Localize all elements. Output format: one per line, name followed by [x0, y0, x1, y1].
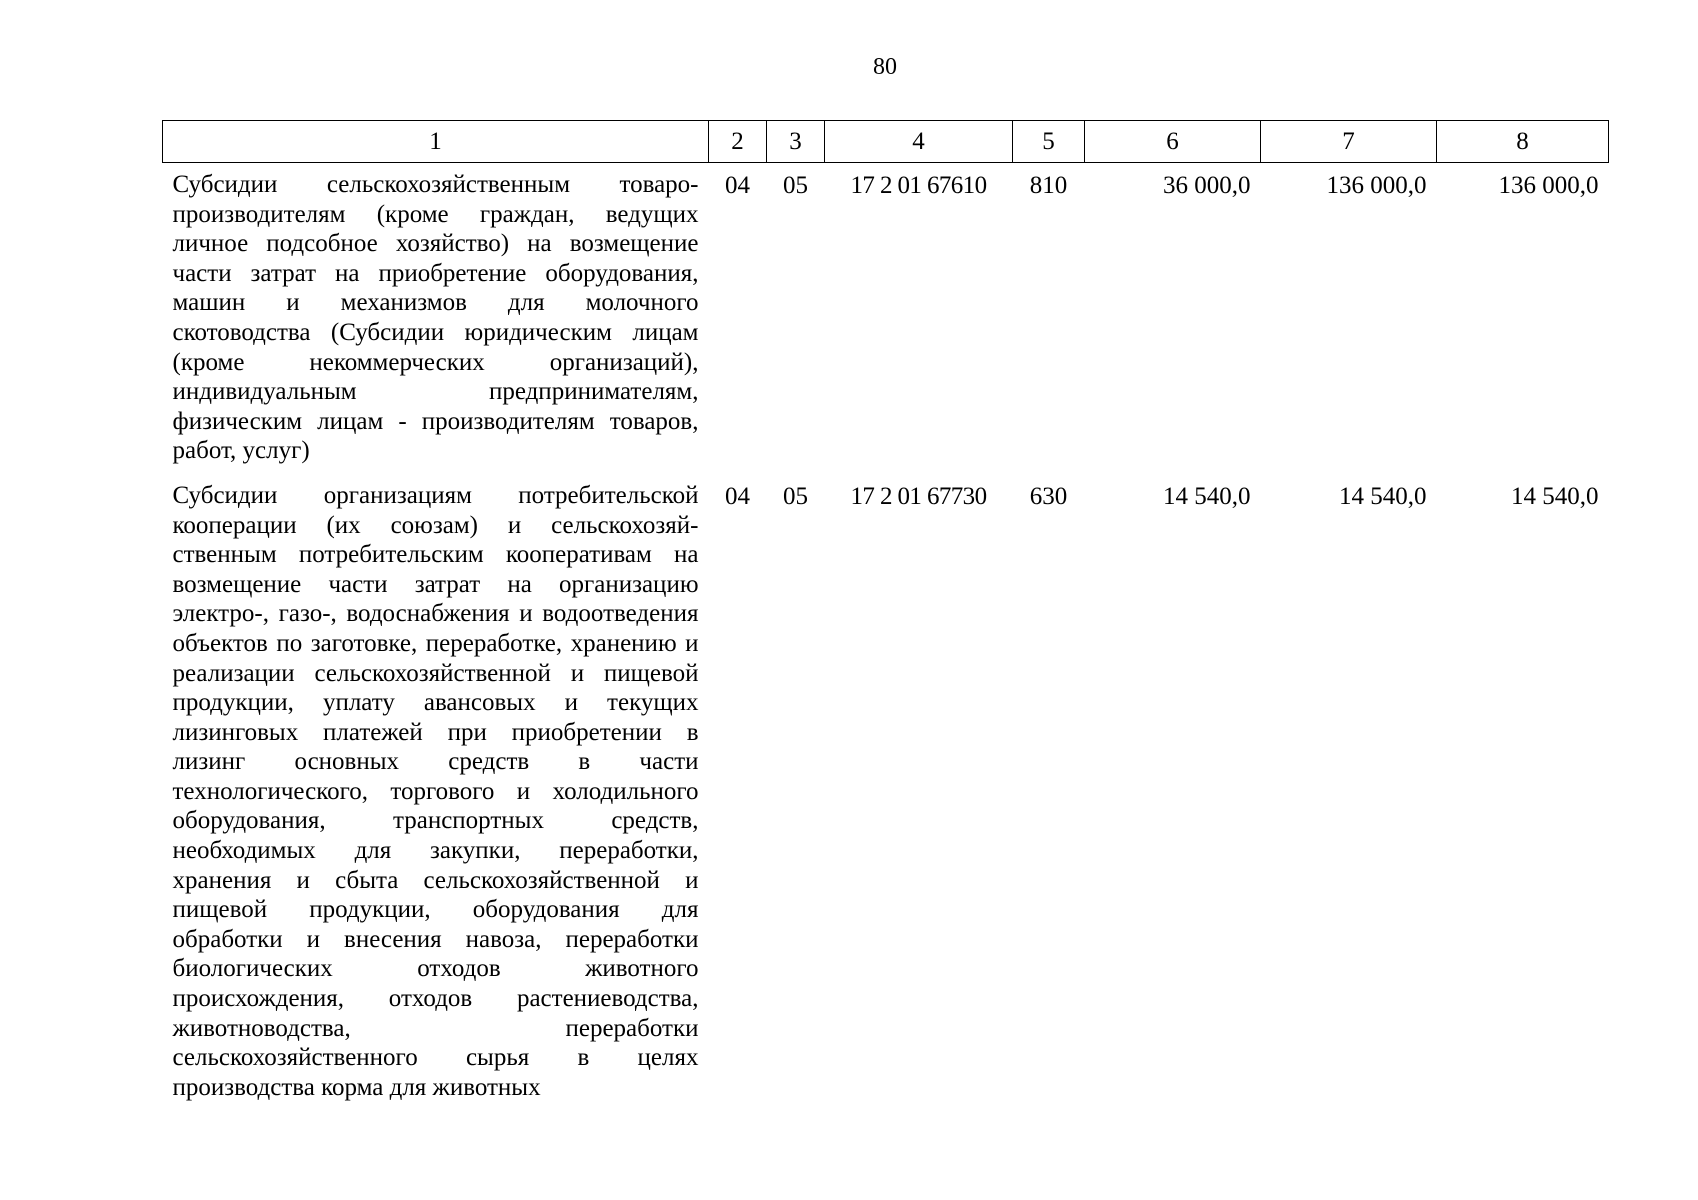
header-col-1: 1	[163, 121, 709, 163]
row-expense-type: 810	[1029, 172, 1068, 199]
header-col-4: 4	[825, 121, 1013, 163]
header-row	[163, 121, 1609, 163]
table-row	[163, 163, 1609, 474]
table-row	[163, 474, 1609, 1110]
header-col-7: 7	[1261, 121, 1437, 163]
budget-table	[162, 120, 1609, 1110]
row-expense-type: 630	[1029, 482, 1068, 510]
row-amount-col7: 136 000,0	[1326, 172, 1427, 199]
header-col-8: 8	[1437, 121, 1609, 163]
row-subsection: 05	[783, 482, 808, 510]
row-subsection: 05	[783, 172, 808, 199]
row-target-article: 17 2 01 67610	[850, 172, 987, 199]
row-amount-col6: 14 540,0	[1163, 482, 1251, 510]
row-section: 04	[725, 482, 750, 510]
header-col-2: 2	[709, 121, 767, 163]
row-amount-col8: 14 540,0	[1511, 482, 1599, 510]
header-col-3: 3	[767, 121, 825, 163]
header-col-6: 6	[1085, 121, 1261, 163]
table-header	[163, 121, 1609, 163]
row-description: Субсидии организациям потребительской кооперации (их союзам) и сельскохозяйственным потребительским кооперативам на возмещение части затрат на организацию электро-, газо-, водоснабжения и водоотведения объектов по заготовке, переработке, хранению и реализации сельскохозяйственной и пищевой продукции, уплату авансовых и текущих лизинговых платежей при приобретении в лизинг основных средств в части технологического, торгового и холодильного оборудования, транспортных средств, необходимых для закупки, переработки, хранения и сбыта сельскохозяйственной и пищевой продукции, оборудования для обработки и внесения навоза, переработки биологических отходов животного происхождения, отходов растениеводства, животноводства, переработки сельскохозяйственного сырья в целях производства корма для животных	[172, 481, 699, 1101]
header-col-5: 5	[1013, 121, 1085, 163]
page-number: 80	[873, 54, 897, 80]
row-amount-col8: 136 000,0	[1498, 172, 1599, 199]
row-amount-col7: 14 540,0	[1339, 482, 1427, 510]
row-target-article: 17 2 01 67730	[850, 482, 987, 510]
row-description: Субсидии сельскохозяйственным товаропроизводителям (кроме граждан, ведущих личное подсобное хозяйство) на возмещение части затрат на приобретение оборудования, машин и механизмов для молочного скотоводства (Субсидии юридическим лицам (кроме некоммерческих организаций), индивидуальным предпринимателям, физическим лицам - производителям товаров, работ, услуг)	[172, 171, 699, 465]
row-section: 04	[725, 172, 750, 199]
table-body	[163, 163, 1609, 1111]
row-amount-col6: 36 000,0	[1163, 172, 1251, 199]
